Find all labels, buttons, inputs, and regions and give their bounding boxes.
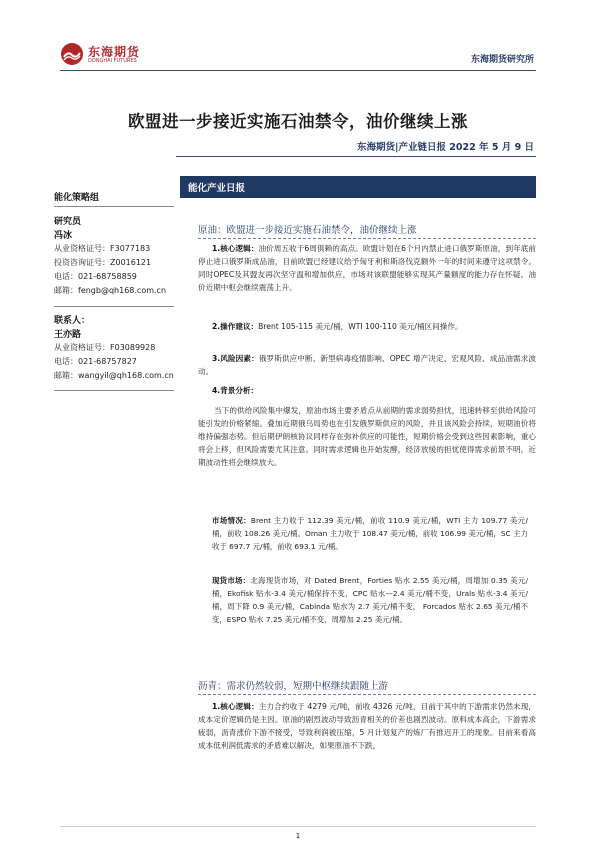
crude-spot-text: 北海现货市场，对 Dated Brent，Forties 贴水 2.55 美元/桶，周增加 0.35 美元/桶，Ekofisk 贴水-3.4 美元/桶保持不变，CPC 贴水—2.4 美元/桶不变，Urals 贴水-3.4 美元/桶，周下降 0.9 美元/桶，Cabinda 贴水为 2.7 美元/桶不变， Forcados 贴水 2.65 美元/桶不变，ESPO 贴水 7.25 美元/桶不变，周增加 2.25 美元/桶。 [212,576,528,624]
report-title: 欧盟进一步接近实施石油禁令，油价继续上涨 [128,112,468,131]
section-banner [180,176,536,198]
crude-risk-text: 俄罗斯供应中断、新型病毒疫情影响、OPEC 增产决定、宏观风险、成品油需求波动。 [198,354,536,376]
crude-logic-label: 1.核心逻辑： [212,244,259,253]
page-number: 1 [295,832,301,840]
sidebar-divider [54,390,174,391]
header-rule [60,70,536,71]
researcher-label: 研究员 [54,217,82,227]
crude-heading: 原油：欧盟进一步接近实施石油禁令，油价继续上涨 [198,225,417,236]
contact-email[interactable]: 邮箱：wangyil@qh168.com.cn [54,371,174,380]
logo-text-en: DONGHAI FUTURES [88,58,137,64]
crude-heading-rule [198,238,536,239]
sidebar-divider [54,306,174,307]
report-subhead: 东海期货|产业链日报 2022 年 5 月 9 日 [357,142,534,153]
researcher-invest-cert: 投资咨询证号：Z0016121 [54,258,152,267]
crude-logic [198,242,536,294]
company-logo [60,42,158,68]
researcher-name: 冯冰 [54,231,73,241]
team-name: 能化策略组 [54,193,100,203]
crude-risk [198,352,536,378]
footer-rule [60,826,536,827]
contact-name: 王亦路 [54,330,82,340]
asphalt-heading-rule [198,694,536,695]
asphalt-heading: 沥青：需求仍然较弱，短期中枢继续跟随上游 [198,681,389,692]
asphalt-logic [198,700,536,752]
crude-market-text: Brent 主力收于 112.39 美元/桶，前收 110.9 美元/桶，WTI 主力 109.77 美元/桶，前收 108.26 美元/桶。Oman 主力收于 108.47 美元/桶，前收 106.99 美元/桶，SC 主力收于 697.7 元/桶，前收 693.1 元/桶。 [212,516,528,551]
crude-ops [198,320,536,333]
asphalt-logic-text: 主力合约收于 4279 元/吨，前收 4326 元/吨，目前于其中的下游需求仍然未现，成本定价逻辑仍是主因。原油的剧烈波动导致沥青相关的价差也剧烈波动。原料成本高企，下游需求疲弱，沥青涨价下游不接受，导致利润被压缩，5 月计划复产的炼厂有推迟开工的现象。目前来看高成本低利润低需求的矛盾难以解决，如果原油不下跌， [198,702,537,750]
crude-market [212,514,528,553]
crude-ops-text: Brent 105-115 美元/桶，WTI 100-110 美元/桶区间操作。 [258,322,463,331]
banner-title: 能化产业日报 [188,183,246,194]
contact-cert: 从业资格证号：F03089928 [54,343,156,352]
logo-mark-icon [60,42,84,66]
institute-name: 东海期货研究所 [470,55,534,65]
crude-bg-text: 当下的供给风险集中爆发，原油市场主要矛盾点从前期的需求弱势担忧，迅速转移至供给风险可能引发的价格紧缩。叠加近期俄乌局势也在引发俄罗斯供应的风险，并且该风险会持续，短期油价将维持偏强态势。但后期伊朗核协议同样存在弥补供应的可能性，短期价格会受到这些因素影响，重心将会上移，但风险需要尤其注意。同时需求逻辑也开始发酵，经济放缓的担忧使得需求前景不明，近期波动性将会继续放大。 [198,406,536,467]
crude-spot-label: 现货市场： [212,576,251,585]
logo-text-cn: 东海期货 [88,45,141,59]
contact-label: 联系人： [54,316,91,326]
crude-logic-text: 油价周五收于6周俱赖的高点。欧盟计划在6个月内禁止进口俄罗斯原油，到年底前停止进口俄罗斯成品油，目前欧盟已经建议给予匈牙利和斯洛伐克额外一年的时间来遵守这项禁令。同时OPEC及其盟友再次坚守温和增加供应，市场对该联盟能够实现其产量额度的能力存在怀疑。油价近期中枢会继续震荡上升。 [198,244,536,292]
researcher-cert: 从业资格证号：F3077183 [54,244,151,253]
sidebar-divider [54,206,174,207]
crude-risk-label: 3.风险因素： [212,354,259,363]
crude-bg-label [212,384,258,397]
crude-market-label: 市场情况： [212,516,251,525]
researcher-email[interactable]: 邮箱：fengb@qh168.com.cn [54,286,167,295]
asphalt-logic-label: 1.核心逻辑： [212,702,259,711]
subhead-rule [176,156,536,157]
researcher-phone: 电话：021-68758859 [54,272,137,281]
contact-phone: 电话：021-68757827 [54,357,137,366]
crude-ops-label: 2.操作建议： [212,322,259,331]
crude-bg-label-text: 4.背景分析： [212,386,259,395]
crude-spot [212,574,528,626]
